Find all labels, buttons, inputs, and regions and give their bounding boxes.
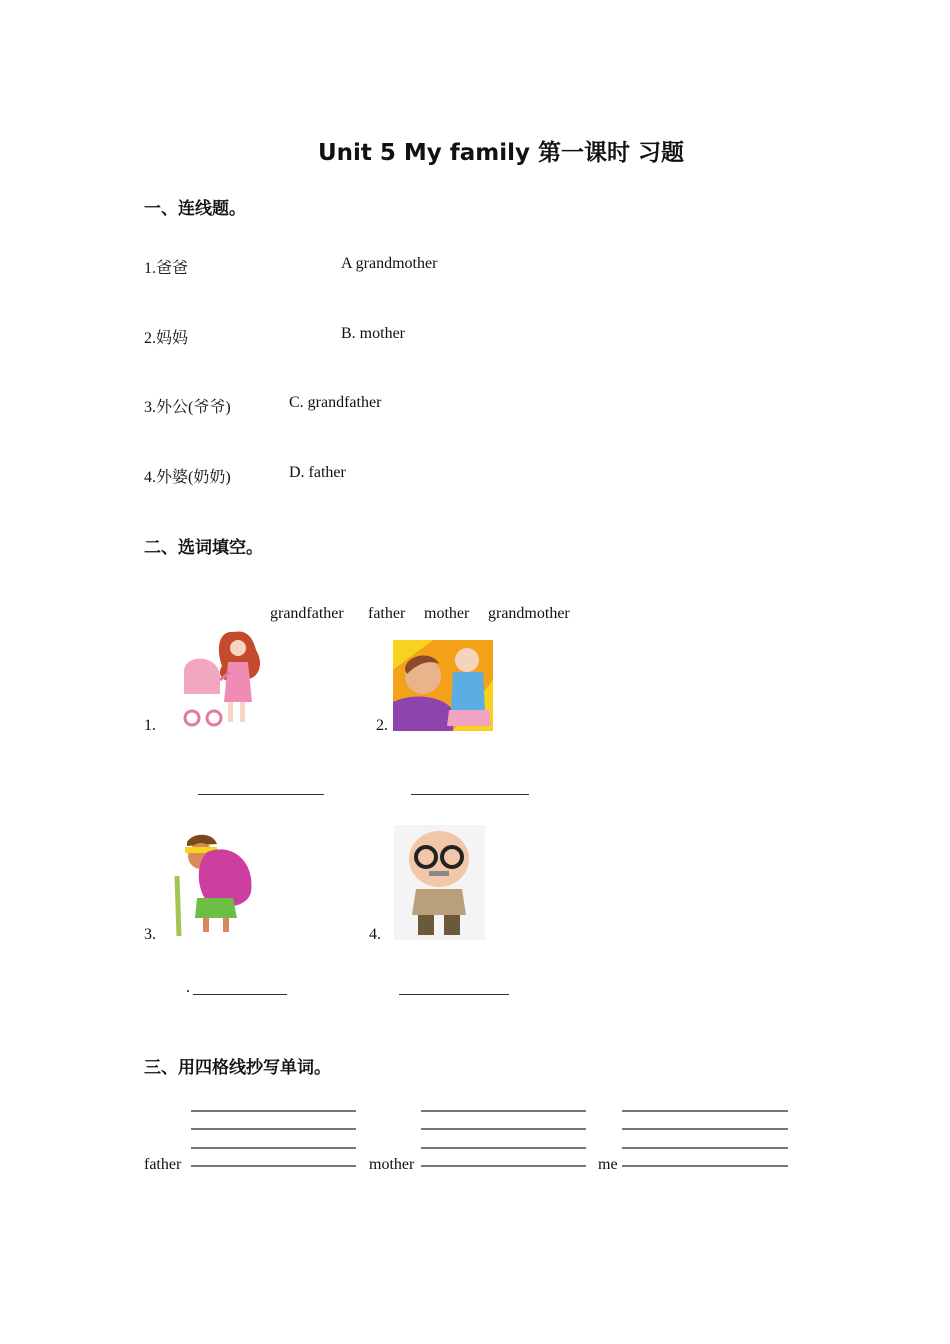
match-right-item: A grandmother [341, 255, 438, 272]
blank-prefix: . [186, 979, 190, 996]
copy-word: me [598, 1156, 618, 1173]
word-bank-item: grandfather [270, 605, 344, 622]
four-line-guide [421, 1110, 586, 1112]
word-bank-item: grandmother [488, 605, 570, 622]
match-left-item: 3.外公(爷爷) [144, 399, 231, 416]
section-2-heading: 二、选词填空。 [144, 538, 263, 558]
section-1-heading: 一、连线题。 [144, 199, 246, 219]
four-line-guide [622, 1165, 788, 1167]
section-3-heading: 三、用四格线抄写单词。 [144, 1058, 331, 1078]
match-left-item: 4.外婆(奶奶) [144, 469, 231, 486]
item-number: 2. [376, 717, 388, 734]
match-left-item: 1.爸爸 [144, 260, 189, 277]
four-line-guide [421, 1165, 586, 1167]
page-title: Unit 5 My family 第一课时 习题 [317, 140, 685, 166]
item-number: 3. [144, 926, 156, 943]
mother-with-stroller-picture [178, 626, 268, 730]
item-number: 1. [144, 717, 156, 734]
word-bank-item: father [368, 605, 406, 622]
word-bank-item: mother [424, 605, 470, 622]
match-left-item: 2.妈妈 [144, 330, 189, 347]
four-line-guide [421, 1128, 586, 1130]
four-line-guide [191, 1128, 356, 1130]
four-line-guide [622, 1128, 788, 1130]
copy-word: father [144, 1156, 182, 1173]
match-right-item: C. grandfather [289, 394, 382, 411]
item-number: 4. [369, 926, 381, 943]
four-line-guide [622, 1110, 788, 1112]
father-holding-baby-picture [393, 640, 493, 731]
match-right-item: B. mother [341, 325, 405, 342]
four-line-guide [191, 1165, 356, 1167]
answer-blank[interactable] [193, 994, 287, 995]
four-line-guide [191, 1110, 356, 1112]
four-line-guide [622, 1147, 788, 1149]
answer-blank[interactable] [399, 994, 509, 995]
copy-word: mother [369, 1156, 415, 1173]
match-right-item: D. father [289, 464, 346, 481]
grandfather-with-glasses-picture [394, 825, 485, 940]
answer-blank[interactable] [198, 794, 324, 795]
answer-blank[interactable] [411, 794, 529, 795]
grandmother-with-cane-picture [163, 832, 257, 938]
four-line-guide [421, 1147, 586, 1149]
four-line-guide [191, 1147, 356, 1149]
